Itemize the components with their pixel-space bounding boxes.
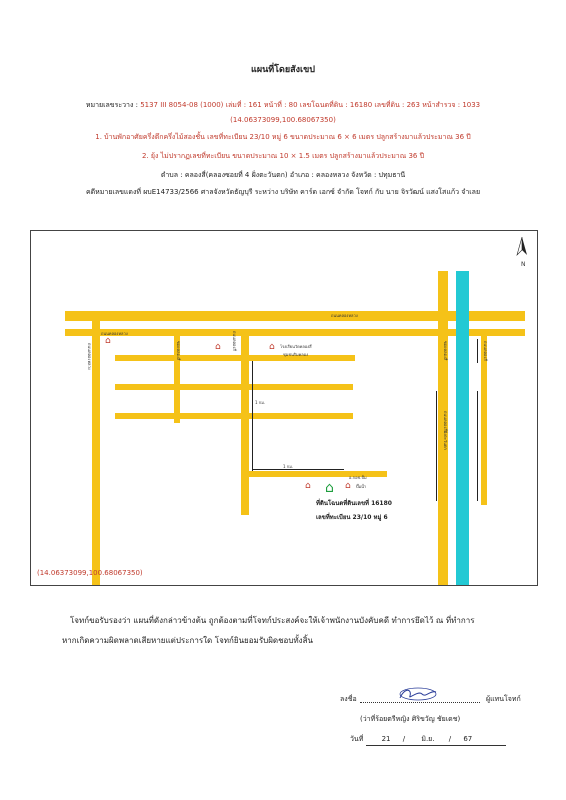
house-icon: ⌂: [305, 481, 311, 491]
route-arrow-vertical: [252, 361, 253, 471]
road-left-label: ถนนคลองหลวง: [87, 343, 92, 370]
sketch-map: [30, 230, 538, 586]
right-road2-label: ถนนคลองสี่ฝั่งตะวันตก: [443, 411, 448, 450]
location-line: ตำบล : คลองสี่(คลองซอยที่ 4 ฝั่งตะวันตก) อำเภอ : คลองหลวง จังหวัด : ปทุมธานี: [160, 171, 406, 179]
arrow-canal: [436, 391, 437, 501]
road-h3: [115, 413, 353, 419]
building-1: 1. บ้านพักอาศัยครึ่งตึกครึ่งไม้สองชั้น เลขที่ทะเบียน 23/10 หมู่ 6 ขนาดประมาณ 6 × 6 เมตร ปลูกสร้างมาแล้วประมาณ 36 ปี: [95, 133, 471, 141]
building-2: 2. ยุ้ง ไม่ปรากฏเลขที่ทะเบียน ขนาดประมาณ 10 × 1.5 เมตร ปลูกสร้างมาแล้วประมาณ 36 ปี: [141, 152, 425, 160]
date-label: วันที่: [350, 735, 364, 743]
statement-2: หากเกิดความผิดพลาดเสียหายแต่ประการใด โจทก์ยินยอมรับผิดชอบทั้งสิ้น: [62, 636, 313, 645]
canal: [456, 271, 469, 585]
deed-line: [0, 100, 566, 111]
date-day: 21: [381, 735, 391, 743]
signature-icon: [360, 686, 480, 702]
page-title: แผนที่โดยสังเขป: [251, 65, 315, 75]
road-top-label: ถนนคลองหลวง: [331, 313, 358, 318]
road-h2: [115, 384, 353, 390]
house-icon: ⌂: [215, 342, 221, 352]
target-line-1: ที่ดินโฉนดที่ดินเลขที่ 16180: [316, 500, 392, 507]
north-label: N: [521, 261, 526, 268]
date-row: วันที่ 21 / มิ.ย. / 67: [350, 734, 506, 746]
coordinates-line: (14.06373099,100.68067350): [230, 116, 336, 124]
date-year: 67: [463, 735, 473, 743]
arrow-right-up: [477, 339, 478, 363]
distance-vertical: 1 กม.: [255, 400, 266, 405]
house-icon: ⌂: [345, 481, 351, 491]
canal-road-label: ซอยคลองสี่: [443, 341, 448, 361]
target-line-2: เลขที่ทะเบียน 23/10 หมู่ 6: [316, 514, 388, 521]
road-v-soi-c: [241, 329, 249, 515]
signature-line: [360, 686, 480, 703]
role-label: ผู้แทนโจทก์: [486, 695, 521, 703]
landmark-label-2: ชุมชนริมคลอง: [283, 352, 309, 357]
arrow-right-down: [477, 391, 478, 501]
distance-horizontal: 1 กม.: [283, 464, 294, 469]
route-arrow-horizontal: [252, 469, 344, 470]
deed-value: 5137 III 8054-08 (1000) เล่มที่ : 161 หน้าที่ : 80 เลขโฉนดที่ดิน : 16180 เลขที่ดิน : 263 หน้าสำรวจ : 1033: [140, 101, 481, 109]
road-h1: [115, 355, 355, 361]
road-left: [92, 319, 100, 585]
road-second-label: ถนนคลองหลวง: [101, 331, 128, 336]
sign-label: ลงชื่อ: [340, 695, 357, 703]
soi-a-label: ซอยคลองสี่: [176, 341, 181, 361]
target-house-icon: ⌂: [325, 480, 334, 496]
near-label: อ.กอช.ปั้ม: [349, 475, 367, 480]
soi-c-label: ถนนคลองสี่: [232, 331, 237, 351]
map-coordinates: (14.06373099,100.68067350): [37, 569, 143, 577]
signer-name: (ว่าที่ร้อยตรีหญิง ศิริขวัญ ชัยเดช): [360, 715, 461, 723]
house-icon: ⌂: [105, 336, 111, 346]
right-road-label: ถนนคลองสี่: [483, 341, 488, 361]
house-icon: ⌂: [269, 342, 275, 352]
statement-1: โจทก์ขอรับรองว่า แผนที่ดังกล่าวข้างต้น ถูกต้องตามที่โจทก์ประสงค์จะให้เจ้าพนักงานบังคับคดี ทำการยึดไว้ ณ ที่ทำการ: [70, 616, 475, 625]
landmark-label: โรงเรียนวัดคลองสี่: [280, 344, 312, 349]
date-month: มิ.ย.: [421, 735, 435, 743]
case-line: คดีหมายเลขแดงที่ ผบE14733/2566 ศาลจังหวัดธัญบุรี ระหว่าง บริษัท คาร์ด เอกซ์ จำกัด โจทก์ กับ นาย จิรวัฒน์ แสงโสแก้ว จำเลย: [85, 188, 481, 196]
deed-prefix: หมายเลขระวาง :: [85, 101, 141, 109]
pump-label: ปั๊มน้ำ: [356, 484, 367, 489]
